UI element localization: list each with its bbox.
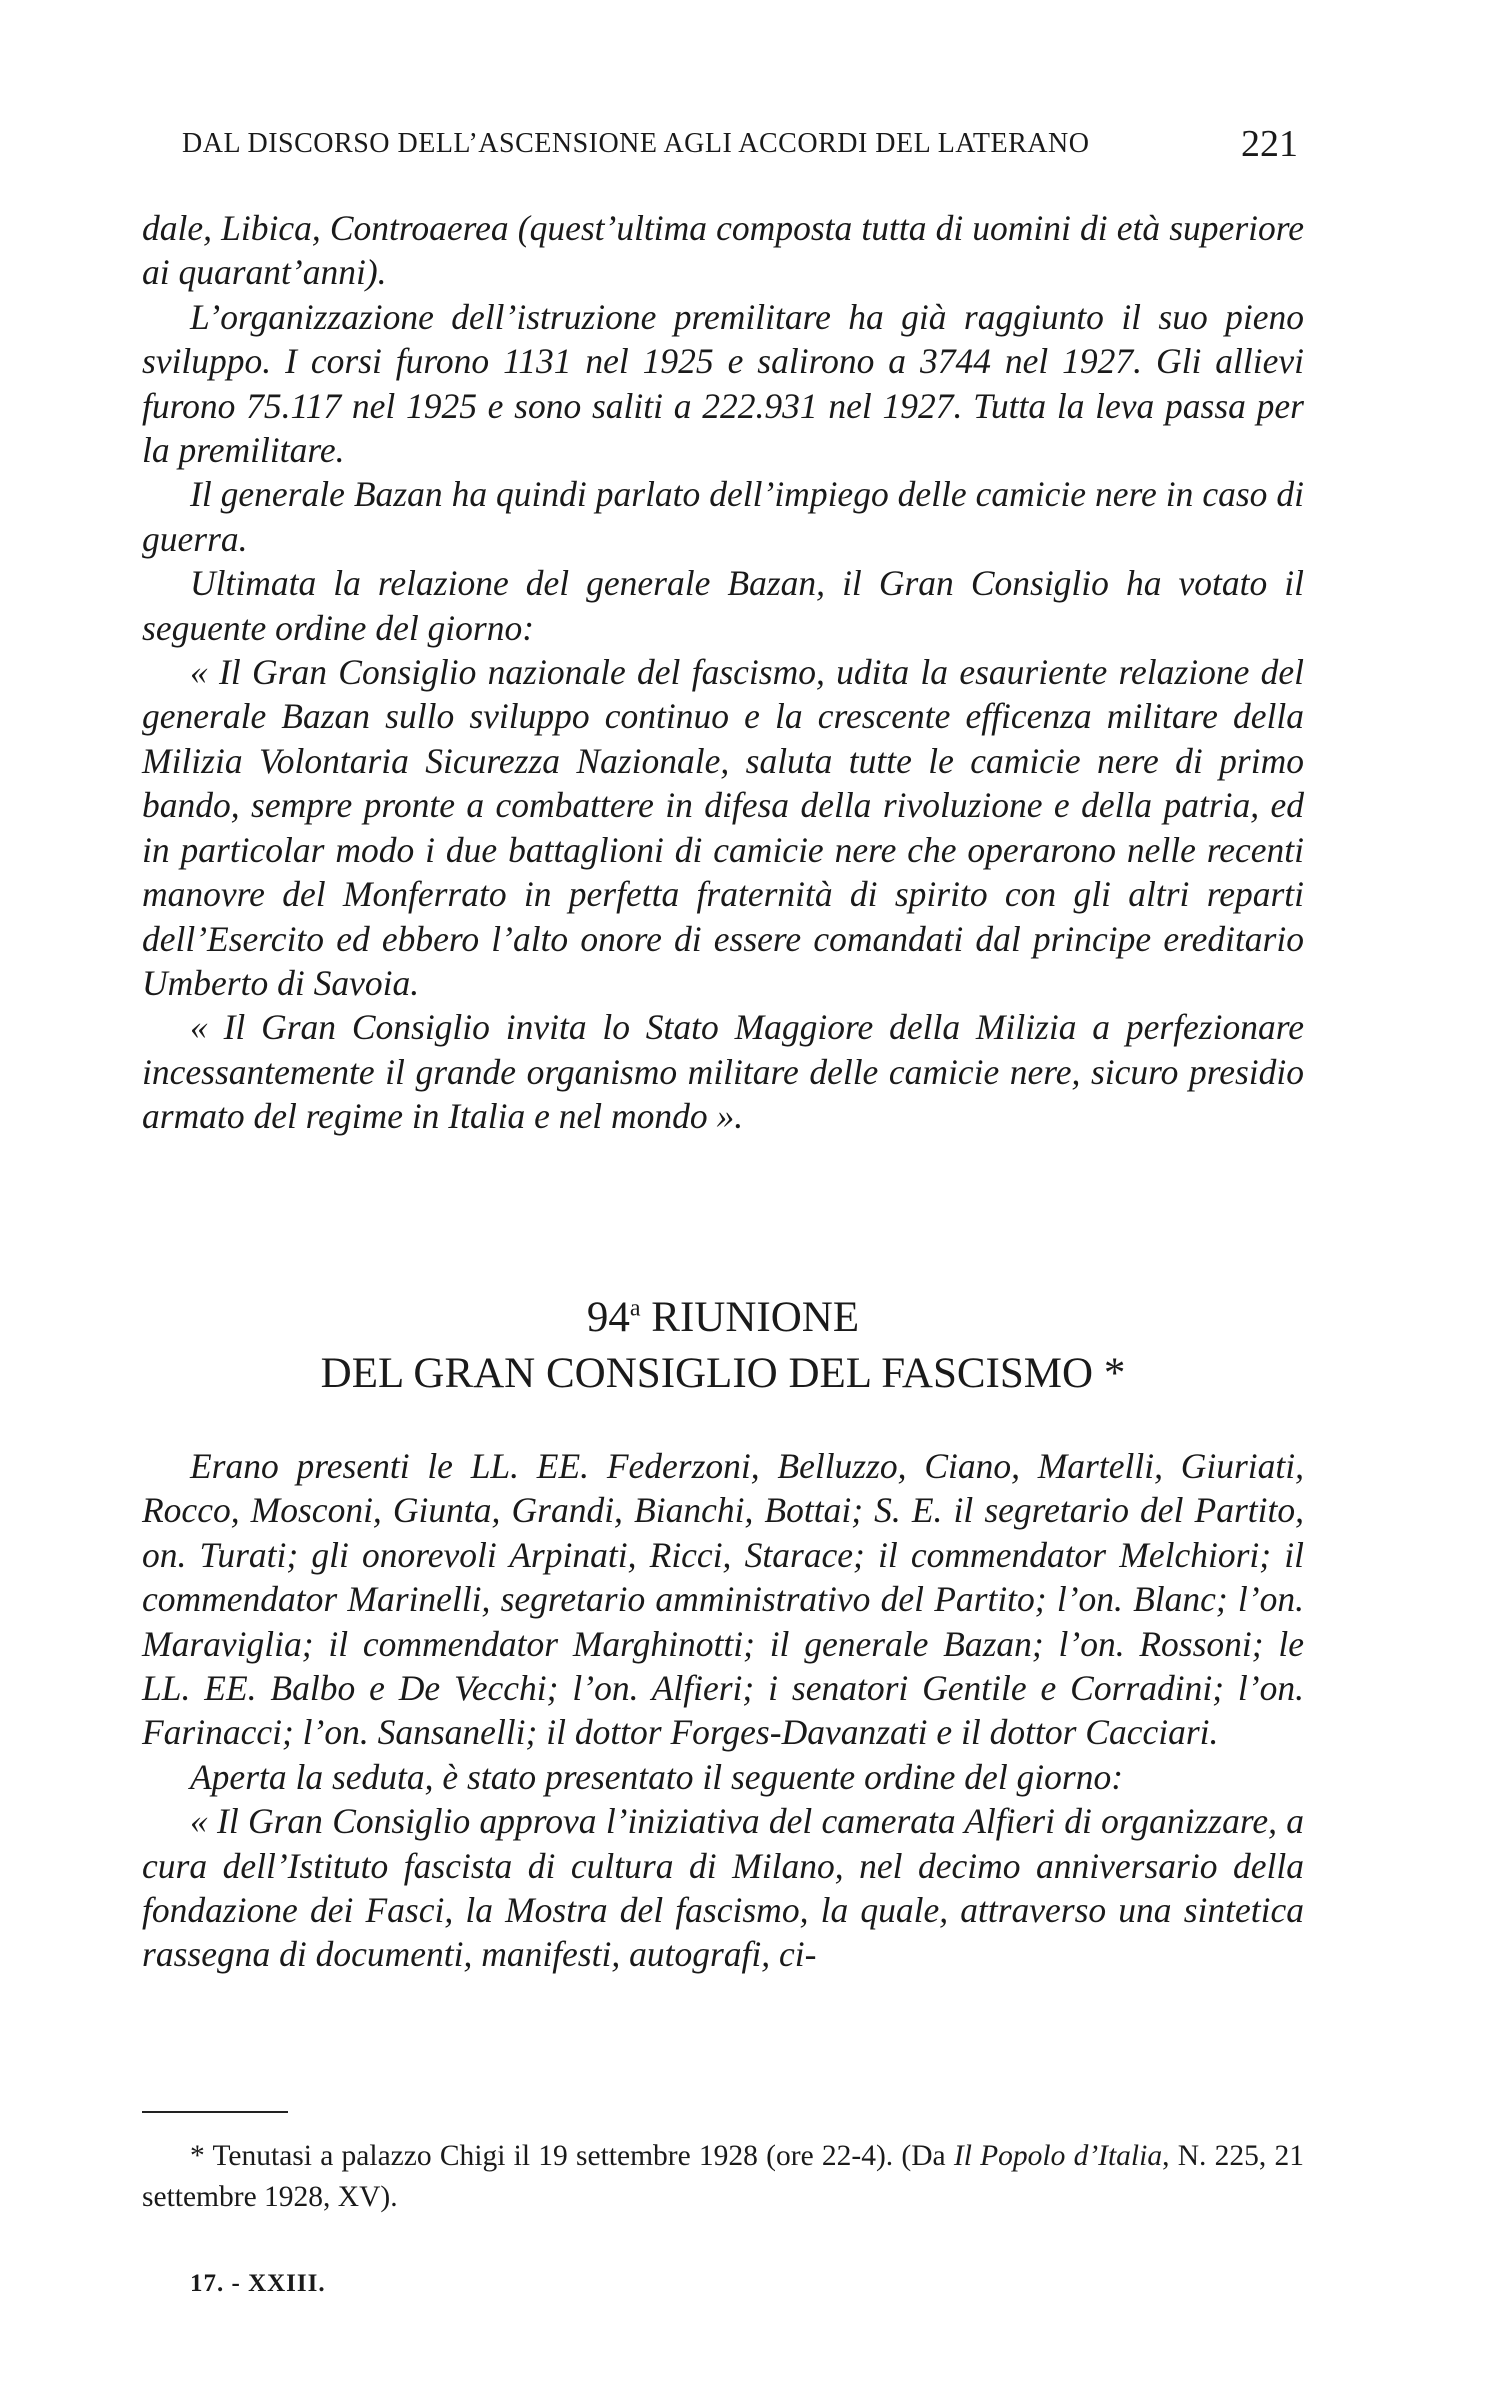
footnote-lead: * Tenutasi a palazzo Chigi il 19 settembre 1928 (ore 22-4). (Da xyxy=(190,2140,954,2172)
paragraph: L’organizzazione dell’istruzione premilitare ha già raggiunto il suo pieno sviluppo. I corsi furono 1131 nel 1925 e salirono a 3744 nel 1927. Gli allievi furono 75.117 nel 1925 e sono saliti a 222.931 nel 1927. Tutta la leva passa per la premilitare. xyxy=(142,296,1304,471)
paragraph: dale, Libica, Controaerea (quest’ultima composta tutta di uomini di età superiore ai quarant’anni). xyxy=(142,208,1304,293)
section-heading xyxy=(142,1290,1304,1402)
ordinal-suffix: a xyxy=(629,1295,641,1322)
meeting-label: RIUNIONE xyxy=(651,1294,860,1341)
body-text-section-one xyxy=(142,206,1304,1139)
attendees-paragraph: Erano presenti le LL. EE. Federzoni, Belluzzo, Ciano, Martelli, Giuriati, Rocco, Mosconi, Giunta, Grandi, Bianchi, Bottai; S. E. il segretario del Partito, on. Turati; gli onorevoli Arpinati, Ricci, Starace; il commendator Melchiori; il commendator Marinelli, segretario amministrativo del Partito; l’on. Blanc; l’on. Maraviglia; il commendator Marghinotti; il generale Bazan; l’on. Rossoni; le LL. EE. Balbo e De Vecchi; l’on. Alfieri; i senatori Gentile e Corradini; l’on. Farinacci; l’on. Sansanelli; il dottor Forges-Davanzati e il dottor Cacciari. xyxy=(142,1446,1304,1753)
footnote-tail: , N. 225, 21 settembre 1928, XV). xyxy=(142,2140,1304,2213)
footnote-rule xyxy=(142,2111,288,2113)
footnote-source-title: Il Popolo d’Italia xyxy=(953,2140,1163,2172)
quoted-paragraph: « Il Gran Consiglio nazionale del fascismo, udita la esauriente relazione del generale Bazan sullo sviluppo continuo e la crescente efficenza militare della Milizia Volontaria Sicurezza Nazionale, saluta tutte le camicie nere di primo bando, sempre pronte a combattere in difesa della rivoluzione e della patria, ed in particolar modo i due battaglioni di camicie nere che operarono nelle recenti manovre del Monferrato in perfetta fraternità di spirito con gli altri reparti dell’Esercito ed ebbero l’alto onore di essere comandati dal principe ereditario Umberto di Savoia. xyxy=(142,652,1304,1003)
meeting-number: 94 xyxy=(586,1294,630,1341)
running-head xyxy=(178,118,1298,168)
printer-signature: 17. - XXIII. xyxy=(190,2270,326,2297)
page-number: 221 xyxy=(1241,123,1298,165)
paragraph: Aperta la seduta, è stato presentato il seguente ordine del giorno: xyxy=(190,1756,1124,1797)
paragraph: Ultimata la relazione del generale Bazan, il Gran Consiglio ha votato il seguente ordine del giorno: xyxy=(142,563,1304,648)
footnote xyxy=(142,2136,1304,2218)
paragraph: Il generale Bazan ha quindi parlato dell’impiego delle camicie nere in caso di guerra. xyxy=(142,474,1304,559)
quoted-paragraph: « Il Gran Consiglio invita lo Stato Maggiore della Milizia a perfezionare incessantemente il grande organismo militare delle camicie nere, sicuro presidio armato del regime in Italia e nel mondo ». xyxy=(142,1007,1304,1137)
quoted-paragraph: « Il Gran Consiglio approva l’iniziativa del camerata Alfieri di organizzare, a cura dell’Istituto fascista di cultura di Milano, nel decimo anniversario della fondazione dei Fasci, la Mostra del fascismo, la quale, attraverso una sintetica rassegna di documenti, manifesti, autografi, ci- xyxy=(142,1801,1304,1975)
section-heading-line-two: DEL GRAN CONSIGLIO DEL FASCISMO * xyxy=(320,1350,1126,1397)
body-text-section-two xyxy=(142,1444,1304,1977)
section-heading-line-one xyxy=(142,1290,1304,1346)
running-title: DAL DISCORSO DELL’ASCENSIONE AGLI ACCORDI DEL LATERANO xyxy=(182,128,1090,159)
